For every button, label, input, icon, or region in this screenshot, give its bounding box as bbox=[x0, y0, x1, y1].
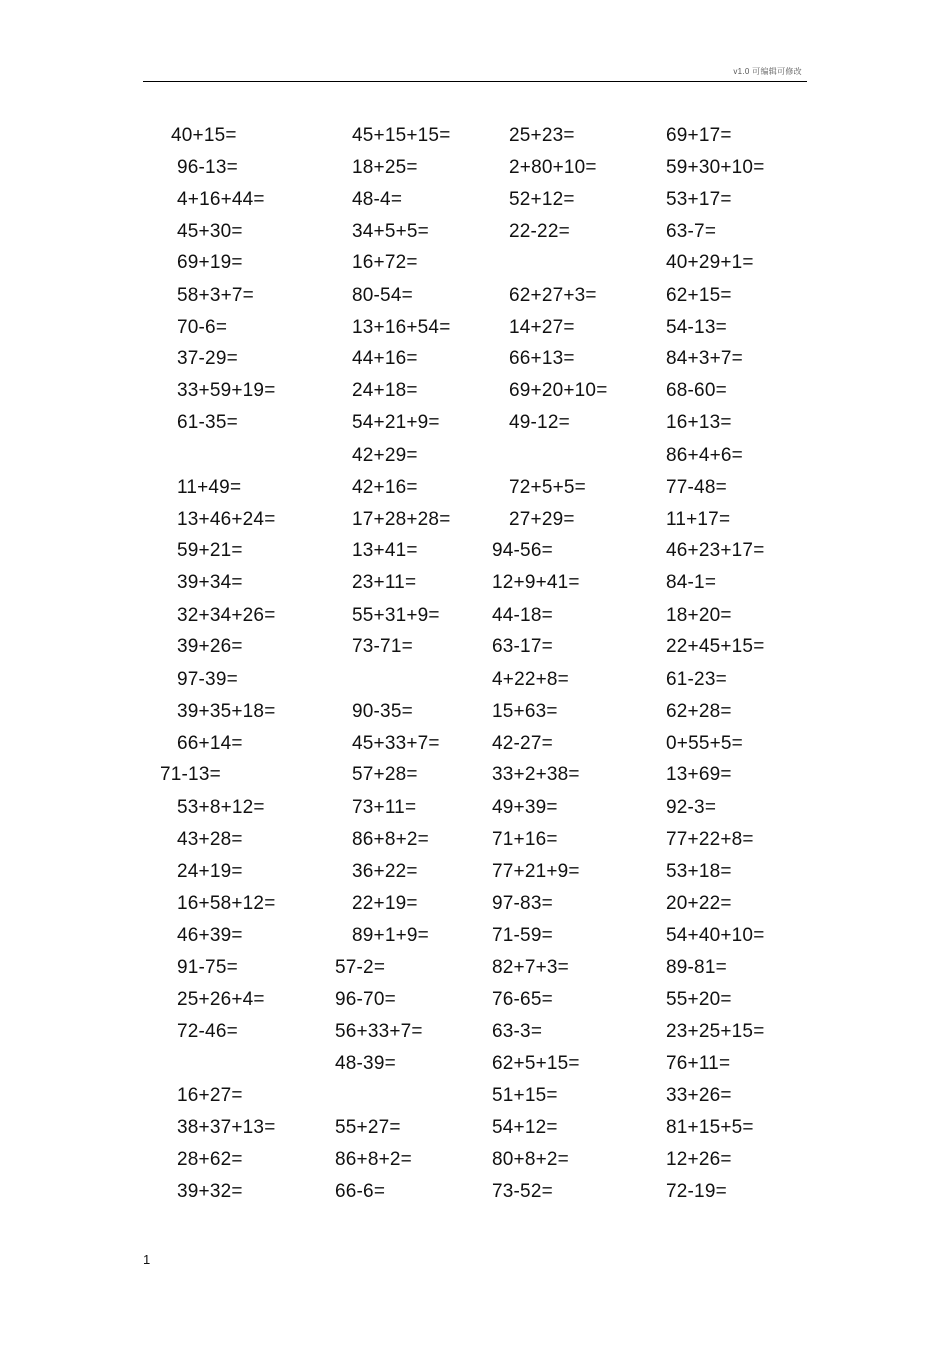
problem-item: 55+20= bbox=[666, 989, 732, 1010]
problem-item: 72-19= bbox=[666, 1181, 727, 1202]
problem-item: 53+8+12= bbox=[177, 797, 265, 818]
problem-item: 33+59+19= bbox=[177, 380, 276, 401]
problem-item: 77+22+8= bbox=[666, 829, 754, 850]
problem-item: 16+72= bbox=[352, 252, 418, 273]
problem-item: 73+11= bbox=[352, 797, 417, 818]
problem-item: 80-54= bbox=[352, 285, 413, 306]
problem-item: 66+13= bbox=[509, 348, 575, 369]
problem-item: 81+15+5= bbox=[666, 1117, 754, 1138]
problem-item: 45+33+7= bbox=[352, 733, 440, 754]
problem-item: 2+80+10= bbox=[509, 157, 597, 178]
problem-item: 66-6= bbox=[335, 1181, 386, 1202]
problem-item: 69+19= bbox=[177, 252, 243, 273]
problem-item: 46+39= bbox=[177, 925, 243, 946]
problem-item: 94-56= bbox=[492, 540, 553, 561]
problem-item: 72-46= bbox=[177, 1021, 238, 1042]
problem-item: 11+17= bbox=[666, 509, 731, 530]
problem-item: 97-39= bbox=[177, 669, 238, 690]
problem-item: 54+21+9= bbox=[352, 412, 440, 433]
problem-item: 89+1+9= bbox=[352, 925, 429, 946]
problem-item: 54-13= bbox=[666, 317, 727, 338]
problem-item: 39+32= bbox=[177, 1181, 243, 1202]
problem-item: 80+8+2= bbox=[492, 1149, 569, 1170]
problem-item: 86+8+2= bbox=[352, 829, 429, 850]
problem-item: 27+29= bbox=[509, 509, 575, 530]
problem-item: 91-75= bbox=[177, 957, 238, 978]
problem-item: 51+15= bbox=[492, 1085, 558, 1106]
problem-item: 25+23= bbox=[509, 125, 575, 146]
problem-item: 37-29= bbox=[177, 348, 238, 369]
problem-item: 61-23= bbox=[666, 669, 727, 690]
problem-item: 56+33+7= bbox=[335, 1021, 423, 1042]
problem-item: 16+58+12= bbox=[177, 893, 276, 914]
problem-item: 40+15= bbox=[171, 125, 237, 146]
problem-item: 97-83= bbox=[492, 893, 553, 914]
problem-item: 13+16+54= bbox=[352, 317, 451, 338]
problem-item: 48-4= bbox=[352, 189, 403, 210]
problem-item: 61-35= bbox=[177, 412, 238, 433]
problem-item: 70-6= bbox=[177, 317, 228, 338]
problem-item: 43+28= bbox=[177, 829, 243, 850]
problem-item: 23+25+15= bbox=[666, 1021, 765, 1042]
header-text: v1.0 可编辑可修改 bbox=[733, 67, 802, 76]
problem-item: 23+11= bbox=[352, 572, 417, 593]
problem-item: 46+23+17= bbox=[666, 540, 765, 561]
problem-item: 33+26= bbox=[666, 1085, 732, 1106]
problem-item: 4+22+8= bbox=[492, 669, 569, 690]
problem-item: 20+22= bbox=[666, 893, 732, 914]
problem-item: 73-52= bbox=[492, 1181, 553, 1202]
problem-item: 68-60= bbox=[666, 380, 727, 401]
problem-item: 92-3= bbox=[666, 797, 717, 818]
problem-item: 58+3+7= bbox=[177, 285, 254, 306]
problem-item: 22-22= bbox=[509, 221, 570, 242]
problem-item: 90-35= bbox=[352, 701, 413, 722]
problem-item: 63-17= bbox=[492, 636, 553, 657]
problem-item: 71-13= bbox=[160, 764, 221, 785]
problem-item: 55+27= bbox=[335, 1117, 401, 1138]
problem-item: 33+2+38= bbox=[492, 764, 580, 785]
problem-item: 59+21= bbox=[177, 540, 243, 561]
problem-item: 52+12= bbox=[509, 189, 575, 210]
problem-item: 42-27= bbox=[492, 733, 553, 754]
problem-item: 86+8+2= bbox=[335, 1149, 412, 1170]
problem-item: 96-70= bbox=[335, 989, 396, 1010]
problem-item: 44-18= bbox=[492, 605, 553, 626]
problem-item: 39+34= bbox=[177, 572, 243, 593]
problem-item: 96-13= bbox=[177, 157, 238, 178]
problem-item: 89-81= bbox=[666, 957, 727, 978]
problem-item: 62+5+15= bbox=[492, 1053, 580, 1074]
problem-item: 82+7+3= bbox=[492, 957, 569, 978]
problem-item: 40+29+1= bbox=[666, 252, 754, 273]
problem-item: 42+16= bbox=[352, 477, 418, 498]
problem-item: 76-65= bbox=[492, 989, 553, 1010]
problem-item: 72+5+5= bbox=[509, 477, 586, 498]
problem-item: 0+55+5= bbox=[666, 733, 743, 754]
problem-item: 71-59= bbox=[492, 925, 553, 946]
problem-item: 32+34+26= bbox=[177, 605, 276, 626]
problem-item: 38+37+13= bbox=[177, 1117, 276, 1138]
problem-item: 53+18= bbox=[666, 861, 732, 882]
problem-item: 59+30+10= bbox=[666, 157, 765, 178]
problem-item: 12+26= bbox=[666, 1149, 732, 1170]
problem-item: 63-7= bbox=[666, 221, 717, 242]
problem-item: 39+35+18= bbox=[177, 701, 276, 722]
problem-item: 16+13= bbox=[666, 412, 732, 433]
problem-item: 86+4+6= bbox=[666, 445, 743, 466]
problem-item: 57-2= bbox=[335, 957, 386, 978]
problem-item: 28+62= bbox=[177, 1149, 243, 1170]
problem-item: 34+5+5= bbox=[352, 221, 429, 242]
problem-item: 66+14= bbox=[177, 733, 243, 754]
problem-item: 18+25= bbox=[352, 157, 418, 178]
problem-item: 13+69= bbox=[666, 764, 732, 785]
problem-item: 4+16+44= bbox=[177, 189, 265, 210]
problem-item: 49+39= bbox=[492, 797, 558, 818]
problem-item: 71+16= bbox=[492, 829, 558, 850]
problem-item: 22+45+15= bbox=[666, 636, 765, 657]
problem-item: 62+15= bbox=[666, 285, 732, 306]
problem-item: 45+30= bbox=[177, 221, 243, 242]
problem-item: 53+17= bbox=[666, 189, 732, 210]
problem-item: 69+20+10= bbox=[509, 380, 608, 401]
problem-item: 63-3= bbox=[492, 1021, 543, 1042]
problem-item: 76+11= bbox=[666, 1053, 731, 1074]
problem-item: 84+3+7= bbox=[666, 348, 743, 369]
problem-item: 39+26= bbox=[177, 636, 243, 657]
problem-item: 16+27= bbox=[177, 1085, 243, 1106]
problem-item: 18+20= bbox=[666, 605, 732, 626]
problem-item: 77-48= bbox=[666, 477, 727, 498]
page-number: 1 bbox=[143, 1252, 151, 1267]
problem-item: 57+28= bbox=[352, 764, 418, 785]
problem-item: 44+16= bbox=[352, 348, 418, 369]
problem-item: 17+28+28= bbox=[352, 509, 451, 530]
problem-item: 77+21+9= bbox=[492, 861, 580, 882]
problem-item: 54+12= bbox=[492, 1117, 558, 1138]
problem-item: 13+46+24= bbox=[177, 509, 276, 530]
problem-item: 62+28= bbox=[666, 701, 732, 722]
problem-item: 24+18= bbox=[352, 380, 418, 401]
problem-item: 15+63= bbox=[492, 701, 558, 722]
problem-item: 42+29= bbox=[352, 445, 418, 466]
problem-item: 36+22= bbox=[352, 861, 418, 882]
problem-item: 73-71= bbox=[352, 636, 413, 657]
problem-item: 62+27+3= bbox=[509, 285, 597, 306]
problem-item: 11+49= bbox=[177, 477, 242, 498]
problem-item: 24+19= bbox=[177, 861, 243, 882]
problem-item: 84-1= bbox=[666, 572, 717, 593]
problem-item: 25+26+4= bbox=[177, 989, 265, 1010]
problem-item: 49-12= bbox=[509, 412, 570, 433]
problem-item: 13+41= bbox=[352, 540, 418, 561]
problem-item: 22+19= bbox=[352, 893, 418, 914]
problem-item: 55+31+9= bbox=[352, 605, 440, 626]
problem-item: 48-39= bbox=[335, 1053, 396, 1074]
problem-item: 14+27= bbox=[509, 317, 575, 338]
problem-item: 69+17= bbox=[666, 125, 732, 146]
problem-item: 54+40+10= bbox=[666, 925, 765, 946]
problem-item: 12+9+41= bbox=[492, 572, 580, 593]
problem-item: 45+15+15= bbox=[352, 125, 451, 146]
